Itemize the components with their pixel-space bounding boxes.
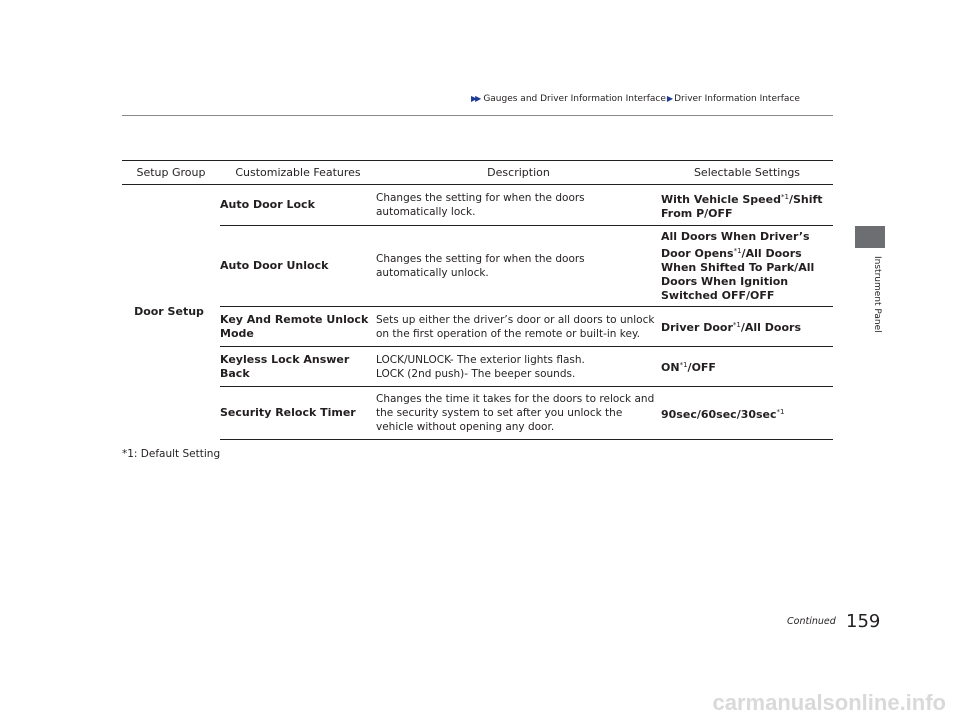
table-row bbox=[122, 387, 833, 440]
feature-name: Security Relock Timer bbox=[220, 387, 376, 440]
column-header-description: Description bbox=[376, 161, 661, 185]
feature-name: Auto Door Unlock bbox=[220, 226, 376, 307]
footnote-ref: *1 bbox=[679, 361, 688, 369]
table-row bbox=[122, 307, 833, 347]
feature-name: Key And Remote Unlock Mode bbox=[220, 307, 376, 347]
arrow-right-icon: ▶ bbox=[666, 94, 674, 103]
footnote-ref: *1 bbox=[732, 321, 741, 329]
footnote-ref: *1 bbox=[776, 407, 785, 416]
breadcrumb-section[interactable]: Gauges and Driver Information Interface bbox=[483, 94, 666, 104]
column-header-setup-group: Setup Group bbox=[122, 161, 220, 185]
feature-description: Changes the setting for when the doors automatically unlock. bbox=[376, 226, 661, 307]
table-row bbox=[122, 347, 833, 387]
footnote-ref: *1 bbox=[733, 246, 742, 255]
continued-label: Continued bbox=[787, 616, 836, 627]
page-number: 159 bbox=[846, 611, 881, 632]
column-header-settings: Selectable Settings bbox=[661, 161, 833, 185]
feature-description: Changes the time it takes for the doors to relock and the security system to set after you unlock the vehicle without opening any door. bbox=[376, 387, 661, 440]
feature-description: Sets up either the driver’s door or all doors to unlock on the first operation of the remote or built-in key. bbox=[376, 307, 661, 347]
selectable-settings: Driver Door$^{*1}$/All Doors bbox=[661, 307, 833, 347]
feature-description: Changes the setting for when the doors automatically lock. bbox=[376, 185, 661, 226]
selectable-settings: All Doors When Driver’s Door Opens$^{*1}$/All Doors When Shifted To Park/All Doors When Ignition Switched OFF/OFF bbox=[661, 226, 833, 307]
setup-group-cell: Door Setup bbox=[134, 305, 204, 319]
column-header-features: Customizable Features bbox=[220, 161, 376, 185]
breadcrumb-subsection[interactable]: Driver Information Interface bbox=[674, 94, 800, 104]
table-row bbox=[122, 185, 833, 226]
feature-name: Keyless Lock Answer Back bbox=[220, 347, 376, 387]
header-divider bbox=[122, 115, 833, 116]
selectable-settings: ON$^{*1}$/OFF bbox=[661, 347, 833, 387]
feature-description: LOCK/UNLOCK- The exterior lights flash. LOCK (2nd push)- The beeper sounds. bbox=[376, 347, 661, 387]
table-header-row bbox=[122, 161, 833, 185]
selectable-settings: With Vehicle Speed$^{*1}$/Shift From P/OFF bbox=[661, 185, 833, 226]
selectable-settings: $90\sec/60\sec/30\sec^{*1}$ bbox=[661, 387, 833, 440]
watermark: carmanualsonline.info bbox=[712, 690, 946, 715]
footnote-ref: *1 bbox=[780, 192, 789, 201]
breadcrumb bbox=[471, 94, 841, 104]
customizable-features-table bbox=[122, 160, 833, 440]
table-row bbox=[122, 226, 833, 307]
section-tab-label[interactable]: Instrument Panel bbox=[872, 256, 882, 333]
footnote: *1: Default Setting bbox=[122, 448, 221, 460]
feature-name: Auto Door Lock bbox=[220, 185, 376, 226]
section-tab-marker bbox=[855, 226, 885, 248]
double-arrow-icon: ▶▶ bbox=[471, 94, 480, 103]
